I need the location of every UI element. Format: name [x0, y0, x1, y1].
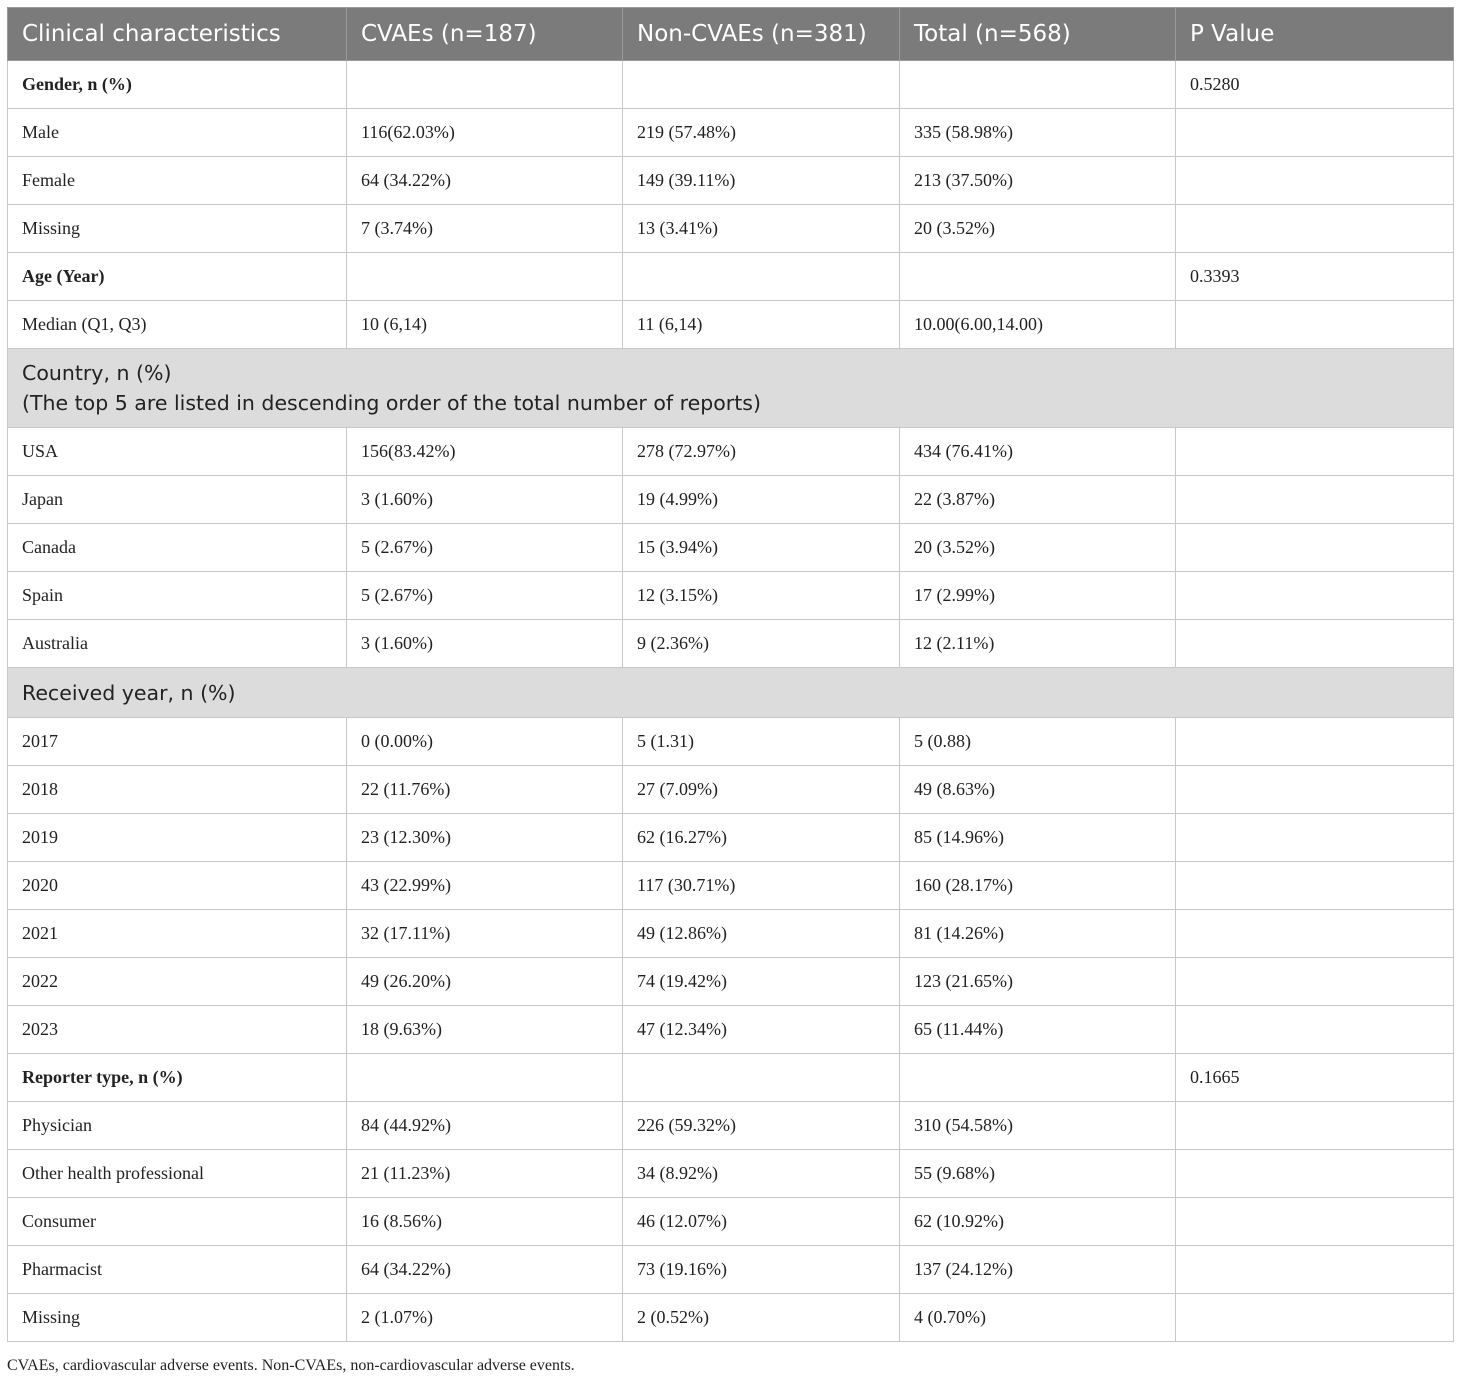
- total-cell: 62 (10.92%): [900, 1198, 1176, 1246]
- non-cvaes-cell: 12 (3.15%): [623, 572, 900, 620]
- table-row: [8, 910, 1454, 958]
- total-cell: [900, 61, 1176, 109]
- non-cvaes-cell: [623, 253, 900, 301]
- row-label-cell: Reporter type, n (%): [8, 1054, 347, 1102]
- table-row: [8, 1102, 1454, 1150]
- table-row: [8, 958, 1454, 1006]
- header-cell-characteristics: Clinical characteristics: [8, 8, 347, 61]
- total-cell: 213 (37.50%): [900, 157, 1176, 205]
- table-row: [8, 766, 1454, 814]
- group-row: [8, 253, 1454, 301]
- non-cvaes-cell: [623, 1054, 900, 1102]
- non-cvaes-cell: 13 (3.41%): [623, 205, 900, 253]
- header-cell-total: Total (n=568): [900, 8, 1176, 61]
- cvaes-cell: [347, 1054, 623, 1102]
- p-value-cell: [1176, 620, 1454, 668]
- non-cvaes-cell: 62 (16.27%): [623, 814, 900, 862]
- group-row: [8, 1054, 1454, 1102]
- table-row: [8, 524, 1454, 572]
- clinical-characteristics-table: [7, 7, 1454, 1342]
- cvaes-cell: 7 (3.74%): [347, 205, 623, 253]
- p-value-cell: [1176, 301, 1454, 349]
- table-footnote: CVAEs, cardiovascular adverse events. Non-CVAEs, non-cardiovascular adverse events.: [7, 1357, 575, 1374]
- row-label-cell: Canada: [8, 524, 347, 572]
- cvaes-cell: 0 (0.00%): [347, 718, 623, 766]
- row-label-cell: Gender, n (%): [8, 61, 347, 109]
- row-label-cell: 2021: [8, 910, 347, 958]
- section-row: [8, 668, 1454, 718]
- table-row: [8, 1150, 1454, 1198]
- total-cell: 310 (54.58%): [900, 1102, 1176, 1150]
- total-cell: 20 (3.52%): [900, 205, 1176, 253]
- total-cell: 22 (3.87%): [900, 476, 1176, 524]
- row-label-cell: USA: [8, 428, 347, 476]
- table-header: [8, 8, 1454, 61]
- row-label-cell: 2019: [8, 814, 347, 862]
- cvaes-cell: 156(83.42%): [347, 428, 623, 476]
- row-label-cell: Missing: [8, 205, 347, 253]
- total-cell: [900, 253, 1176, 301]
- cvaes-cell: 3 (1.60%): [347, 620, 623, 668]
- table-body: [8, 61, 1454, 1342]
- total-cell: 85 (14.96%): [900, 814, 1176, 862]
- non-cvaes-cell: 5 (1.31): [623, 718, 900, 766]
- total-cell: 17 (2.99%): [900, 572, 1176, 620]
- p-value-cell: [1176, 1150, 1454, 1198]
- total-cell: 81 (14.26%): [900, 910, 1176, 958]
- header-cell-non-cvaes: Non-CVAEs (n=381): [623, 8, 900, 61]
- table-row: [8, 428, 1454, 476]
- table-row: [8, 1198, 1454, 1246]
- cvaes-cell: 43 (22.99%): [347, 862, 623, 910]
- p-value-cell: [1176, 1246, 1454, 1294]
- cvaes-cell: 32 (17.11%): [347, 910, 623, 958]
- non-cvaes-cell: 46 (12.07%): [623, 1198, 900, 1246]
- non-cvaes-cell: 47 (12.34%): [623, 1006, 900, 1054]
- row-label-cell: 2022: [8, 958, 347, 1006]
- characteristics-table-wrapper: [7, 7, 1453, 1342]
- row-label-cell: 2018: [8, 766, 347, 814]
- table-row: [8, 1006, 1454, 1054]
- table-row: [8, 814, 1454, 862]
- p-value-cell: [1176, 476, 1454, 524]
- cvaes-cell: 22 (11.76%): [347, 766, 623, 814]
- p-value-cell: [1176, 1006, 1454, 1054]
- table-row: [8, 572, 1454, 620]
- p-value-cell: [1176, 718, 1454, 766]
- table-row: [8, 1294, 1454, 1342]
- non-cvaes-cell: 149 (39.11%): [623, 157, 900, 205]
- cvaes-cell: 64 (34.22%): [347, 1246, 623, 1294]
- non-cvaes-cell: 226 (59.32%): [623, 1102, 900, 1150]
- p-value-cell: [1176, 109, 1454, 157]
- cvaes-cell: 23 (12.30%): [347, 814, 623, 862]
- p-value-cell: [1176, 1294, 1454, 1342]
- non-cvaes-cell: 27 (7.09%): [623, 766, 900, 814]
- total-cell: 160 (28.17%): [900, 862, 1176, 910]
- total-cell: 335 (58.98%): [900, 109, 1176, 157]
- non-cvaes-cell: [623, 61, 900, 109]
- non-cvaes-cell: 34 (8.92%): [623, 1150, 900, 1198]
- total-cell: 4 (0.70%): [900, 1294, 1176, 1342]
- non-cvaes-cell: 74 (19.42%): [623, 958, 900, 1006]
- row-label-cell: Consumer: [8, 1198, 347, 1246]
- p-value-cell: [1176, 428, 1454, 476]
- row-label-cell: Australia: [8, 620, 347, 668]
- p-value-cell: [1176, 958, 1454, 1006]
- p-value-cell: [1176, 910, 1454, 958]
- table-row: [8, 476, 1454, 524]
- cvaes-cell: 2 (1.07%): [347, 1294, 623, 1342]
- p-value-cell: [1176, 524, 1454, 572]
- non-cvaes-cell: 19 (4.99%): [623, 476, 900, 524]
- table-row: [8, 862, 1454, 910]
- total-cell: 137 (24.12%): [900, 1246, 1176, 1294]
- total-cell: 65 (11.44%): [900, 1006, 1176, 1054]
- row-label-cell: Japan: [8, 476, 347, 524]
- non-cvaes-cell: 11 (6,14): [623, 301, 900, 349]
- row-label-cell: Spain: [8, 572, 347, 620]
- cvaes-cell: 64 (34.22%): [347, 157, 623, 205]
- p-value-cell: 0.5280: [1176, 61, 1454, 109]
- p-value-cell: [1176, 572, 1454, 620]
- p-value-cell: 0.3393: [1176, 253, 1454, 301]
- row-label-cell: 2023: [8, 1006, 347, 1054]
- row-label-cell: Physician: [8, 1102, 347, 1150]
- non-cvaes-cell: 49 (12.86%): [623, 910, 900, 958]
- cvaes-cell: 116(62.03%): [347, 109, 623, 157]
- p-value-cell: [1176, 1102, 1454, 1150]
- table-row: [8, 620, 1454, 668]
- non-cvaes-cell: 278 (72.97%): [623, 428, 900, 476]
- total-cell: 434 (76.41%): [900, 428, 1176, 476]
- section-cell: [8, 349, 1454, 428]
- cvaes-cell: [347, 253, 623, 301]
- row-label-cell: Male: [8, 109, 347, 157]
- total-cell: 20 (3.52%): [900, 524, 1176, 572]
- total-cell: [900, 1054, 1176, 1102]
- total-cell: 49 (8.63%): [900, 766, 1176, 814]
- total-cell: 10.00(6.00,14.00): [900, 301, 1176, 349]
- p-value-cell: [1176, 157, 1454, 205]
- non-cvaes-cell: 117 (30.71%): [623, 862, 900, 910]
- non-cvaes-cell: 219 (57.48%): [623, 109, 900, 157]
- header-cell-p-value: P Value: [1176, 8, 1454, 61]
- cvaes-cell: 18 (9.63%): [347, 1006, 623, 1054]
- table-row: [8, 205, 1454, 253]
- table-row: [8, 301, 1454, 349]
- section-label-line: (The top 5 are listed in descending order of the total number of reports): [22, 391, 761, 415]
- cvaes-cell: 3 (1.60%): [347, 476, 623, 524]
- cvaes-cell: [347, 61, 623, 109]
- non-cvaes-cell: 15 (3.94%): [623, 524, 900, 572]
- total-cell: 5 (0.88): [900, 718, 1176, 766]
- total-cell: 55 (9.68%): [900, 1150, 1176, 1198]
- non-cvaes-cell: 9 (2.36%): [623, 620, 900, 668]
- cvaes-cell: 84 (44.92%): [347, 1102, 623, 1150]
- cvaes-cell: 49 (26.20%): [347, 958, 623, 1006]
- table-row: [8, 157, 1454, 205]
- section-label-line: Country, n (%): [22, 361, 172, 385]
- header-row: [8, 8, 1454, 61]
- total-cell: 12 (2.11%): [900, 620, 1176, 668]
- row-label-cell: 2020: [8, 862, 347, 910]
- row-label-cell: Median (Q1, Q3): [8, 301, 347, 349]
- p-value-cell: [1176, 766, 1454, 814]
- p-value-cell: [1176, 814, 1454, 862]
- cvaes-cell: 10 (6,14): [347, 301, 623, 349]
- table-row: [8, 1246, 1454, 1294]
- row-label-cell: 2017: [8, 718, 347, 766]
- p-value-cell: 0.1665: [1176, 1054, 1454, 1102]
- row-label-cell: Age (Year): [8, 253, 347, 301]
- cvaes-cell: 5 (2.67%): [347, 524, 623, 572]
- table-row: [8, 109, 1454, 157]
- total-cell: 123 (21.65%): [900, 958, 1176, 1006]
- p-value-cell: [1176, 1198, 1454, 1246]
- header-cell-cvaes: CVAEs (n=187): [347, 8, 623, 61]
- p-value-cell: [1176, 205, 1454, 253]
- p-value-cell: [1176, 862, 1454, 910]
- row-label-cell: Pharmacist: [8, 1246, 347, 1294]
- row-label-cell: Other health professional: [8, 1150, 347, 1198]
- group-row: [8, 61, 1454, 109]
- section-label-line: Received year, n (%): [22, 680, 236, 705]
- section-cell: [8, 668, 1454, 718]
- table-row: [8, 718, 1454, 766]
- row-label-cell: Female: [8, 157, 347, 205]
- section-row: [8, 349, 1454, 428]
- row-label-cell: Missing: [8, 1294, 347, 1342]
- cvaes-cell: 16 (8.56%): [347, 1198, 623, 1246]
- non-cvaes-cell: 2 (0.52%): [623, 1294, 900, 1342]
- cvaes-cell: 5 (2.67%): [347, 572, 623, 620]
- non-cvaes-cell: 73 (19.16%): [623, 1246, 900, 1294]
- cvaes-cell: 21 (11.23%): [347, 1150, 623, 1198]
